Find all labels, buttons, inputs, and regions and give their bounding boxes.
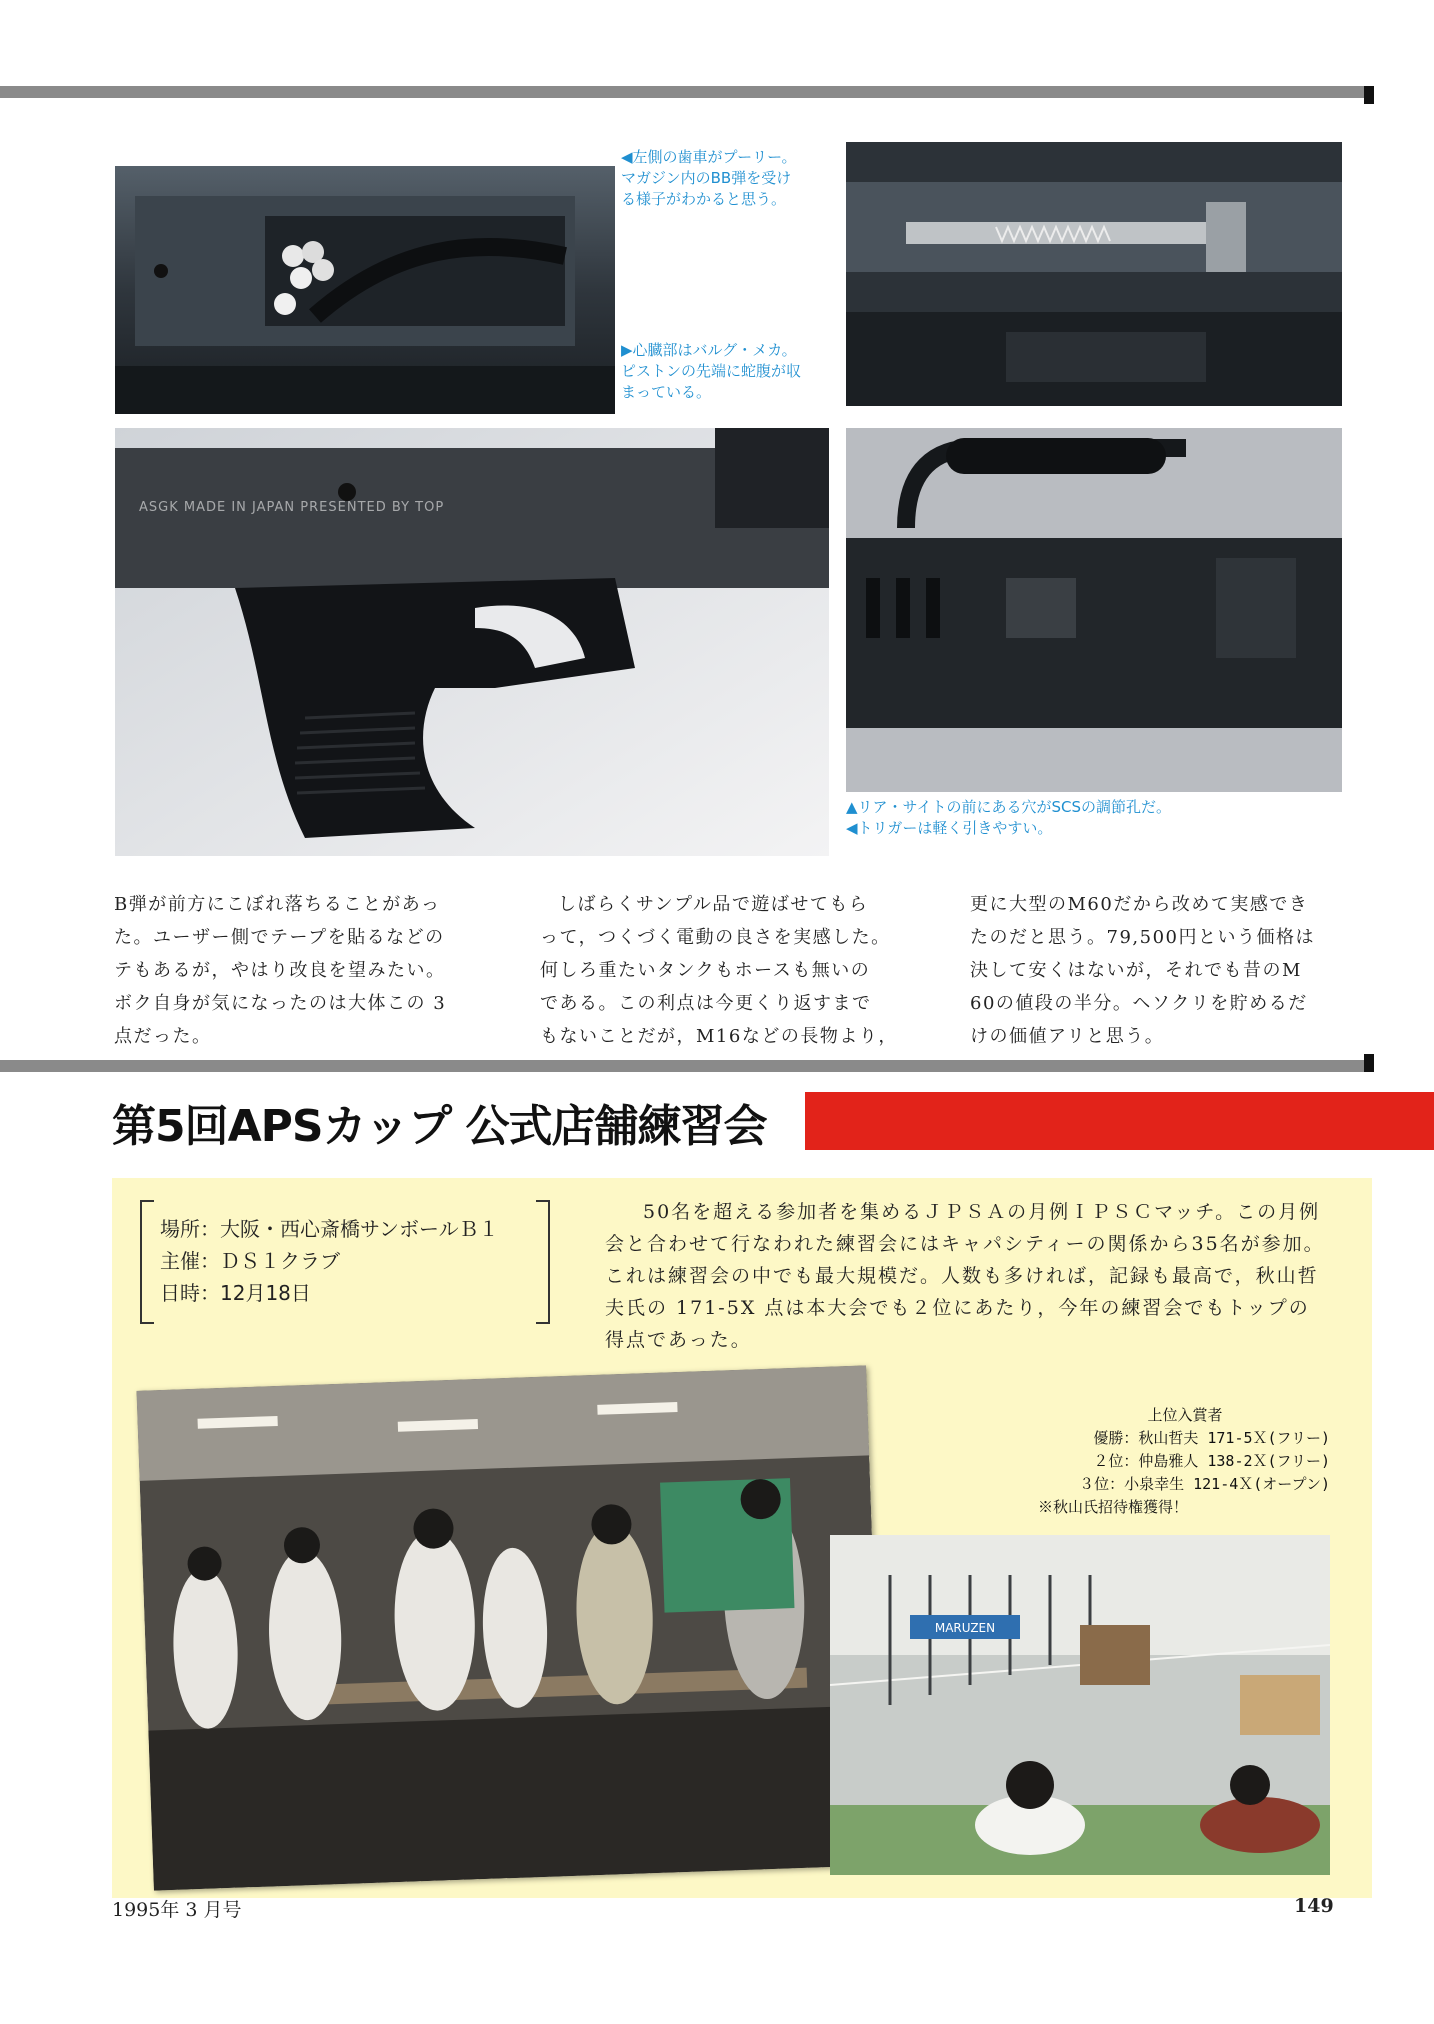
receiver-interior-image: [115, 166, 615, 414]
top-frame-bar: [0, 86, 1364, 98]
event-date: 日時：12月18日: [160, 1281, 311, 1305]
text-column-2: しばらくサンプル品で遊ばせてもら って，つくづく電動の良さを実感した。 何しろ重たいタンクもホースも無いの である。この利点は今更くり返すまで もないことだが，M16などの長物より，: [540, 894, 898, 1047]
top-frame-end: [1364, 86, 1374, 104]
footer-page-number: 149: [1294, 1895, 1334, 1917]
footer-issue: 1995年 3 月号: [112, 1899, 242, 1921]
caption-heart: ▶心臓部はバルグ・メカ。 ピストンの先端に蛇腹が収 まっている。: [621, 341, 802, 401]
title-red-bar: [805, 1092, 1434, 1150]
shooters-image: [136, 1365, 883, 1890]
photo-shooters: [136, 1365, 883, 1890]
bracket-left: [140, 1200, 154, 1324]
winner-row: ２位：仲島雅人 138-2Ｘ(フリー): [1093, 1452, 1330, 1470]
section-title: 第5回APSカップ 公式店舗練習会: [112, 1101, 767, 1152]
photo-spring-mechanism: [846, 142, 1342, 406]
caption-gear: ◀左側の歯車がプーリー。 マガジン内のBB弾を受け る様子がわかると思う。: [621, 148, 797, 208]
winner-row: ３位：小泉幸生 121-4Ｘ(オープン): [1079, 1475, 1330, 1493]
event-article: 50名を超える参加者を集めるＪＰＳＡの月例ＩＰＳＣマッチ。この月例会と合わせて行なわれた練習会にはキャパシティーの関係から35名が参加。これは練習会の中でも最大規模だ。人数も多ければ，記録も最高で，秋山哲夫氏の 171-5X 点は本大会でも２位にあたり，今年の練習会でもトップの得点であった。: [605, 1201, 1325, 1351]
photo-pistol-grip: [115, 428, 829, 856]
event-host: 主催：ＤＳ１クラブ: [160, 1249, 340, 1273]
photo-rear-sight: [846, 428, 1342, 792]
rear-sight-image: [846, 428, 1342, 792]
spring-mechanism-image: [846, 142, 1342, 406]
bracket-right: [536, 1200, 550, 1324]
text-column-3: 更に大型のM60だから改めて実感でき たのだと思う。79,500円という価格は 決して安くはないが，それでも昔のM 60の値段の半分。ヘソクリを貯めるだ けの価値アリと思う。: [970, 894, 1315, 1047]
winner-note: ※秋山氏招待権獲得！: [1038, 1498, 1189, 1516]
caption-sight: ▲リア・サイトの前にある穴がSCSの調節孔だ。 ◀トリガーは軽く引きやすい。: [846, 798, 1172, 837]
winners-heading: 上位入賞者: [1147, 1406, 1223, 1424]
photo-receiver-interior: [115, 166, 615, 414]
winners-list: [1000, 1404, 1330, 1519]
event-info-box: [140, 1200, 550, 1324]
winner-row: 優勝：秋山哲夫 171-5Ｘ(フリー): [1093, 1429, 1330, 1447]
grip-marking: ASGK MADE IN JAPAN PRESENTED BY TOP: [139, 500, 445, 515]
bottom-frame-end: [1364, 1054, 1374, 1072]
range-banner: MARUZEN: [934, 1621, 996, 1635]
pistol-grip-image: [115, 428, 829, 856]
bottom-frame-bar: [0, 1060, 1364, 1072]
photo-shooting-range: [830, 1535, 1330, 1875]
shooting-range-image: [830, 1535, 1330, 1875]
text-column-1: B弾が前方にこぼれ落ちることがあっ た。ユーザー側でテープを貼るなどの テもあるが，やはり改良を望みたい。 ボク自身が気になったのは大体この 3 点だった。: [114, 894, 447, 1047]
event-place: 場所：大阪・西心斎橋サンボールＢ１: [160, 1217, 499, 1241]
